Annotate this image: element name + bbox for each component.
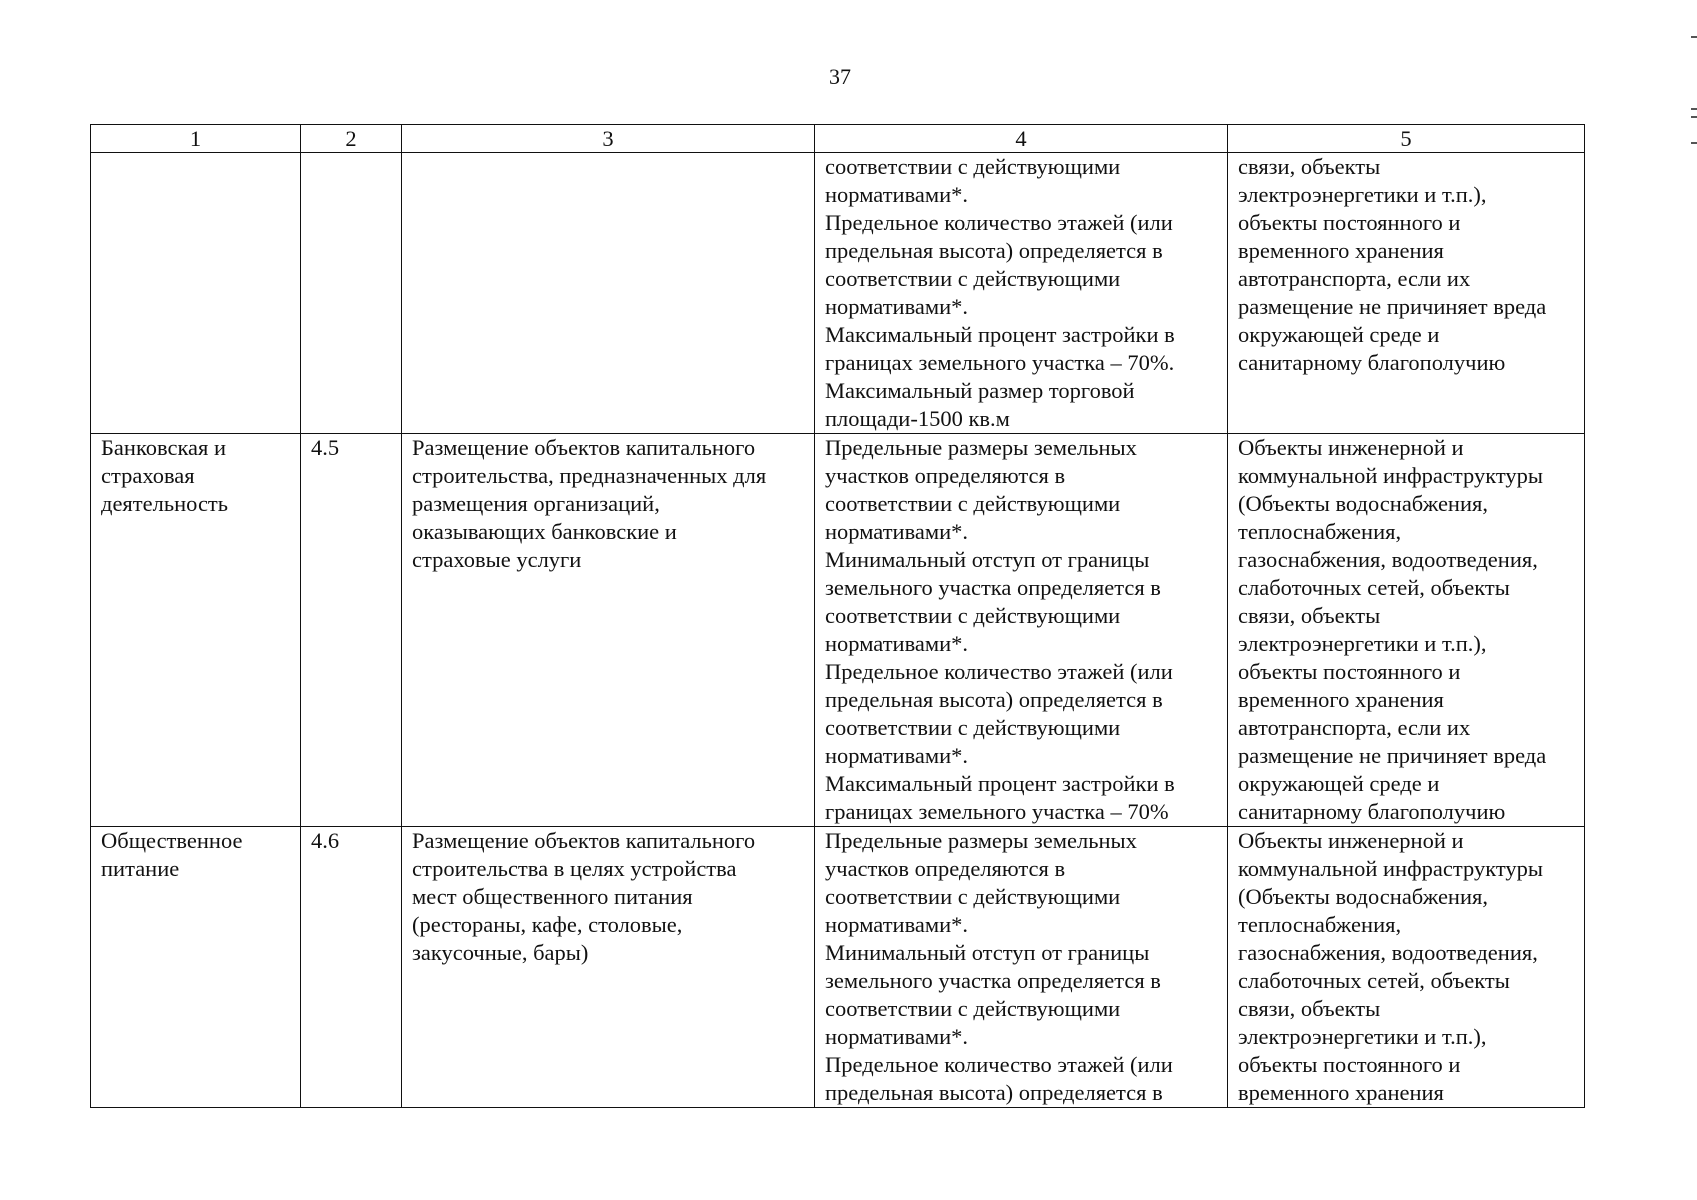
scan-edge-mark xyxy=(1691,142,1697,144)
cell-code: 4.6 xyxy=(301,827,402,1108)
cell-auxiliary-uses: Объекты инженерной и коммунальной инфраструктуры (Объекты водоснабжения, теплоснабжения, газоснабжения, водоотведения, слаботочных сетей, объекты связи, объекты электроэнергетики и т.п.), объекты постоянного и временного хранения автотранспорта, если их размещение не причиняет вреда окружающей среде и санитарному благополучию xyxy=(1228,434,1585,827)
cell-description: Размещение объектов капитального строительства в целях устройства мест общественного питания (рестораны, кафе, столовые, закусочные, бары) xyxy=(402,827,815,1108)
table-row xyxy=(91,153,1585,434)
scan-edge-mark xyxy=(1691,116,1697,118)
cell-use-type xyxy=(91,153,301,434)
page-number: 37 xyxy=(829,64,851,89)
table-header-row xyxy=(91,125,1585,153)
header-col-2: 2 xyxy=(301,125,402,153)
table-row xyxy=(91,827,1585,1108)
header-col-4: 4 xyxy=(815,125,1228,153)
cell-use-type: Банковская и страховая деятельность xyxy=(91,434,301,827)
cell-parameters: соответствии с действующими нормативами*. Предельное количество этажей (или предельная высота) определяется в соответствии с действующими нормативами*. Максимальный процент застройки в границах земельного участка – 70%. Максимальный размер торговой площади-1500 кв.м xyxy=(815,153,1228,434)
table-row xyxy=(91,434,1585,827)
land-use-table xyxy=(90,124,1585,1108)
header-col-1: 1 xyxy=(91,125,301,153)
cell-parameters: Предельные размеры земельных участков определяются в соответствии с действующими нормативами*. Минимальный отступ от границы земельного участка определяется в соответствии с действующими нормативами*. Предельное количество этажей (или предельная высота) определяется в соответствии с действующими нормативами*. Максимальный процент застройки в границах земельного участка – 70% xyxy=(815,434,1228,827)
cell-code: 4.5 xyxy=(301,434,402,827)
cell-parameters: Предельные размеры земельных участков определяются в соответствии с действующими нормативами*. Минимальный отступ от границы земельного участка определяется в соответствии с действующими нормативами*. Предельное количество этажей (или предельная высота) определяется в xyxy=(815,827,1228,1108)
cell-use-type: Общественное питание xyxy=(91,827,301,1108)
cell-auxiliary-uses: связи, объекты электроэнергетики и т.п.), объекты постоянного и временного хранения автотранспорта, если их размещение не причиняет вреда окружающей среде и санитарному благополучию xyxy=(1228,153,1585,434)
scan-edge-mark xyxy=(1691,36,1697,38)
cell-description: Размещение объектов капитального строительства, предназначенных для размещения организаций, оказывающих банковские и страховые услуги xyxy=(402,434,815,827)
cell-description xyxy=(402,153,815,434)
cell-code xyxy=(301,153,402,434)
header-col-5: 5 xyxy=(1228,125,1585,153)
cell-auxiliary-uses: Объекты инженерной и коммунальной инфраструктуры (Объекты водоснабжения, теплоснабжения, газоснабжения, водоотведения, слаботочных сетей, объекты связи, объекты электроэнергетики и т.п.), объекты постоянного и временного хранения xyxy=(1228,827,1585,1108)
scan-edge-mark xyxy=(1691,108,1697,110)
header-col-3: 3 xyxy=(402,125,815,153)
